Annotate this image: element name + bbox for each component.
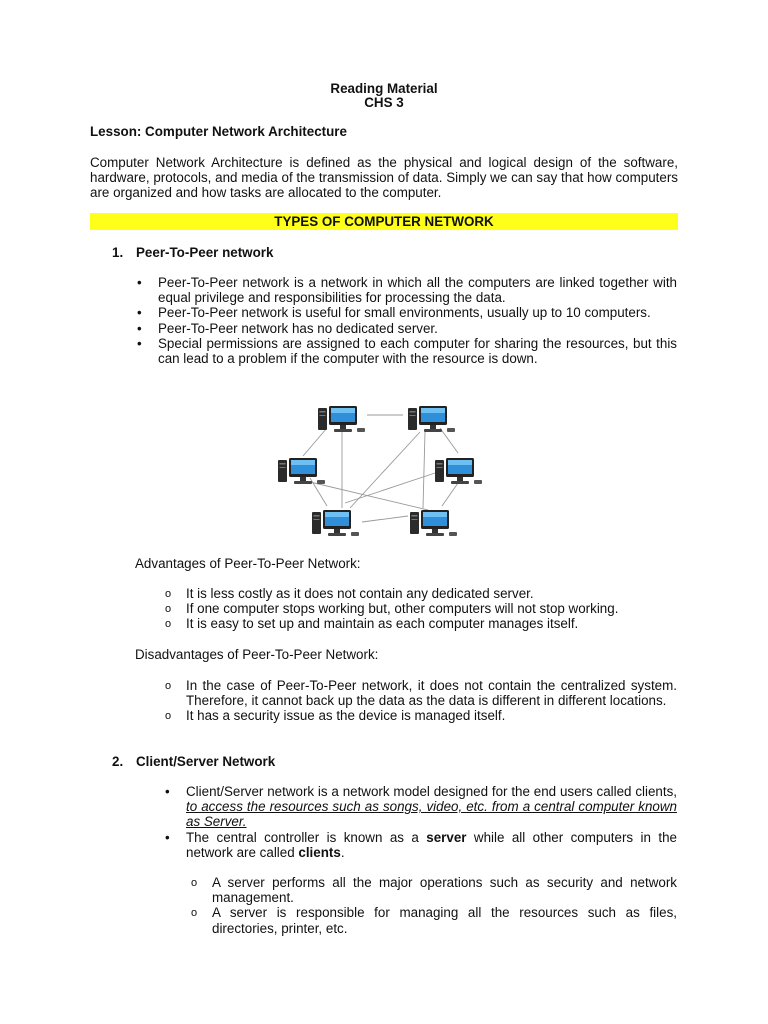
list-item: o A server performs all the major operations such as security and network management. (191, 875, 677, 906)
advantages-list (165, 586, 677, 632)
circle-bullet-icon: o (191, 877, 198, 889)
disadvantages-heading: Disadvantages of Peer-To-Peer Network: (135, 647, 379, 662)
computer-icon (312, 510, 359, 536)
list-item: o In the case of Peer-To-Peer network, it does not contain the centralized system. Therefore, it cannot back up the data as the data is different in different locations. (165, 678, 677, 709)
server-sub-list (191, 875, 677, 936)
section1-heading (112, 245, 273, 260)
document-subtitle: CHS 3 (364, 95, 404, 110)
p2p-bullet-list (137, 275, 677, 367)
intro-paragraph: Computer Network Architecture is defined as the physical and logical design of the software, hardware, protocols, and media of the transmission of data. Simply we can say that how computers are organized and how tasks are allocated to the computer. (90, 155, 678, 201)
section1-number: 1. (112, 245, 124, 260)
circle-bullet-icon: o (165, 710, 172, 723)
list-item: o It is less costly as it does not contain any dedicated server. (165, 586, 534, 601)
list-item: • Special permissions are assigned to each computer for sharing the resources, but this can lead to a problem if the computer with the resource is down. (137, 335, 677, 367)
section1-title: Peer-To-Peer network (136, 245, 274, 260)
client-server-bullet-list (165, 784, 677, 860)
list-item: • Peer-To-Peer network is a network in which all the computers are linked together with equal privilege and responsibilities for processing the data. (137, 275, 677, 306)
bullet-icon: • (165, 784, 170, 799)
computer-icon (408, 406, 455, 432)
circle-bullet-icon: o (165, 588, 172, 600)
list-item: o It has a security issue as the device is managed itself. (165, 708, 506, 724)
computer-icon (435, 458, 482, 484)
document-title: Reading Material (330, 81, 438, 96)
bullet-icon: • (137, 335, 142, 351)
list-item: • Peer-To-Peer network is useful for small environments, usually up to 10 computers. (137, 305, 651, 321)
p2p-network-diagram (270, 398, 495, 538)
bullet-icon: • (137, 305, 142, 321)
disadvantages-list (165, 678, 677, 724)
list-item: • Peer-To-Peer network has no dedicated server. (137, 320, 438, 336)
computer-icon (318, 406, 365, 432)
list-item: o A server is responsible for managing all the resources such as files, directories, printer, etc. (191, 905, 677, 936)
circle-bullet-icon: o (191, 907, 198, 920)
bullet-icon: • (137, 275, 142, 290)
advantages-heading: Advantages of Peer-To-Peer Network: (135, 556, 361, 571)
circle-bullet-icon: o (165, 680, 172, 692)
circle-bullet-icon: o (165, 618, 172, 631)
section-banner: TYPES OF COMPUTER NETWORK (90, 213, 678, 230)
bullet-icon: • (137, 320, 142, 336)
circle-bullet-icon: o (165, 603, 172, 616)
section2-number: 2. (112, 754, 124, 769)
section2-title: Client/Server Network (136, 754, 276, 769)
list-item: • The central controller is known as a server while all other computers in the network are called clients. (165, 829, 677, 860)
bullet-icon: • (165, 829, 170, 845)
lesson-heading: Lesson: Computer Network Architecture (90, 124, 347, 139)
underlined-phrase: to access the resources such as songs, video, etc. from a central computer known as Server. (186, 799, 677, 830)
list-item: o It is easy to set up and maintain as each computer manages itself. (165, 616, 579, 632)
list-item: o If one computer stops working but, other computers will not stop working. (165, 601, 619, 617)
server-term: server (426, 829, 467, 845)
clients-term: clients (298, 844, 341, 860)
list-item: • Client/Server network is a network model designed for the end users called clients, to access the resources such as songs, video, etc. from a central computer known as Server. (165, 784, 677, 830)
computer-icon (278, 458, 325, 484)
computer-icon (410, 510, 457, 536)
section2-heading (112, 754, 275, 769)
